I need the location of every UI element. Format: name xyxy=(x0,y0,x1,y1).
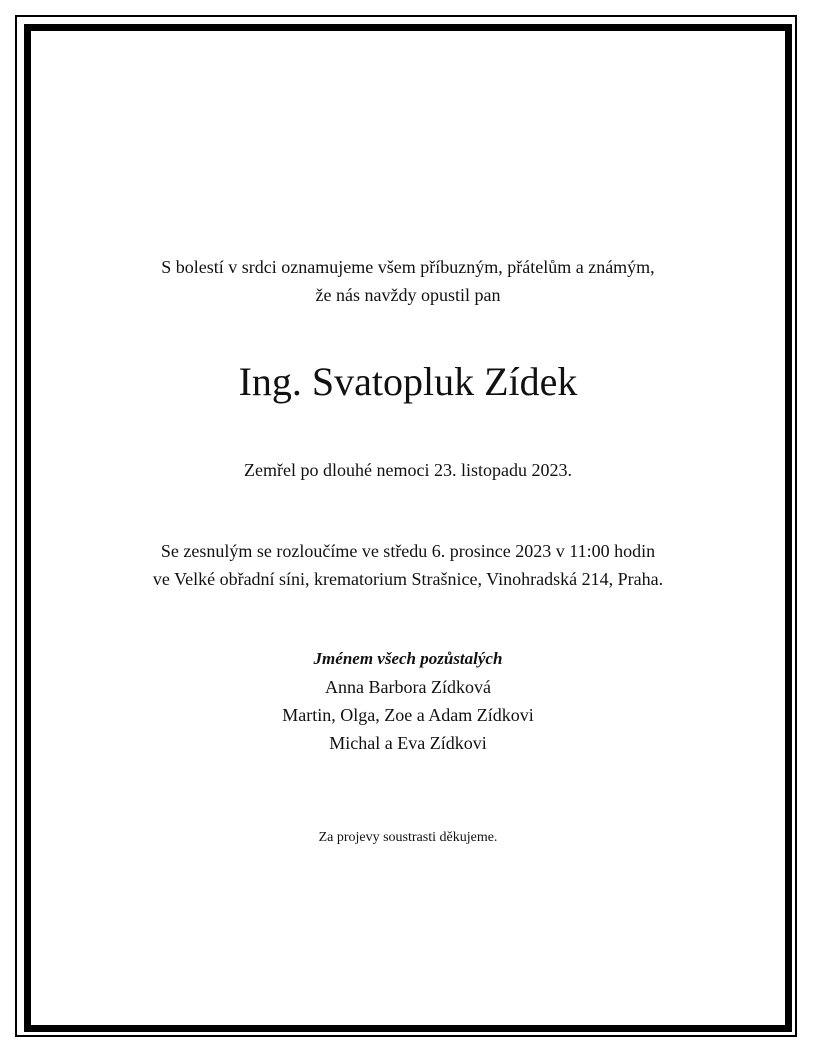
announcement-paragraph xyxy=(0,253,816,309)
funeral-line-1: Se zesnulým se rozloučíme ve středu 6. prosince 2023 v 11:00 hodin xyxy=(160,541,656,561)
mourner-name: Anna Barbora Zídková xyxy=(325,677,491,697)
inner-border-frame xyxy=(24,24,792,1032)
mourner-name: Martin, Olga, Zoe a Adam Zídkovi xyxy=(282,705,534,725)
thanks-note: Za projevy soustrasti děkujeme. xyxy=(318,830,498,845)
mourner-name: Michal a Eva Zídkovi xyxy=(329,733,487,753)
deceased-name-heading: Ing. Svatopluk Zídek xyxy=(238,359,578,404)
mourners-heading: Jménem všech pozůstalých xyxy=(313,649,503,668)
announcement-line-2: že nás navždy opustil pan xyxy=(315,285,501,305)
death-notice-text: Zemřel po dlouhé nemoci 23. listopadu 2023. xyxy=(244,460,572,480)
funeral-line-2: ve Velké obřadní síni, krematorium Strašnice, Vinohradská 214, Praha. xyxy=(152,569,664,589)
mourners-block xyxy=(0,645,816,757)
funeral-details-paragraph xyxy=(0,537,816,593)
announcement-line-1: S bolestí v srdci oznamujeme všem příbuzným, přátelům a známým, xyxy=(161,257,655,277)
